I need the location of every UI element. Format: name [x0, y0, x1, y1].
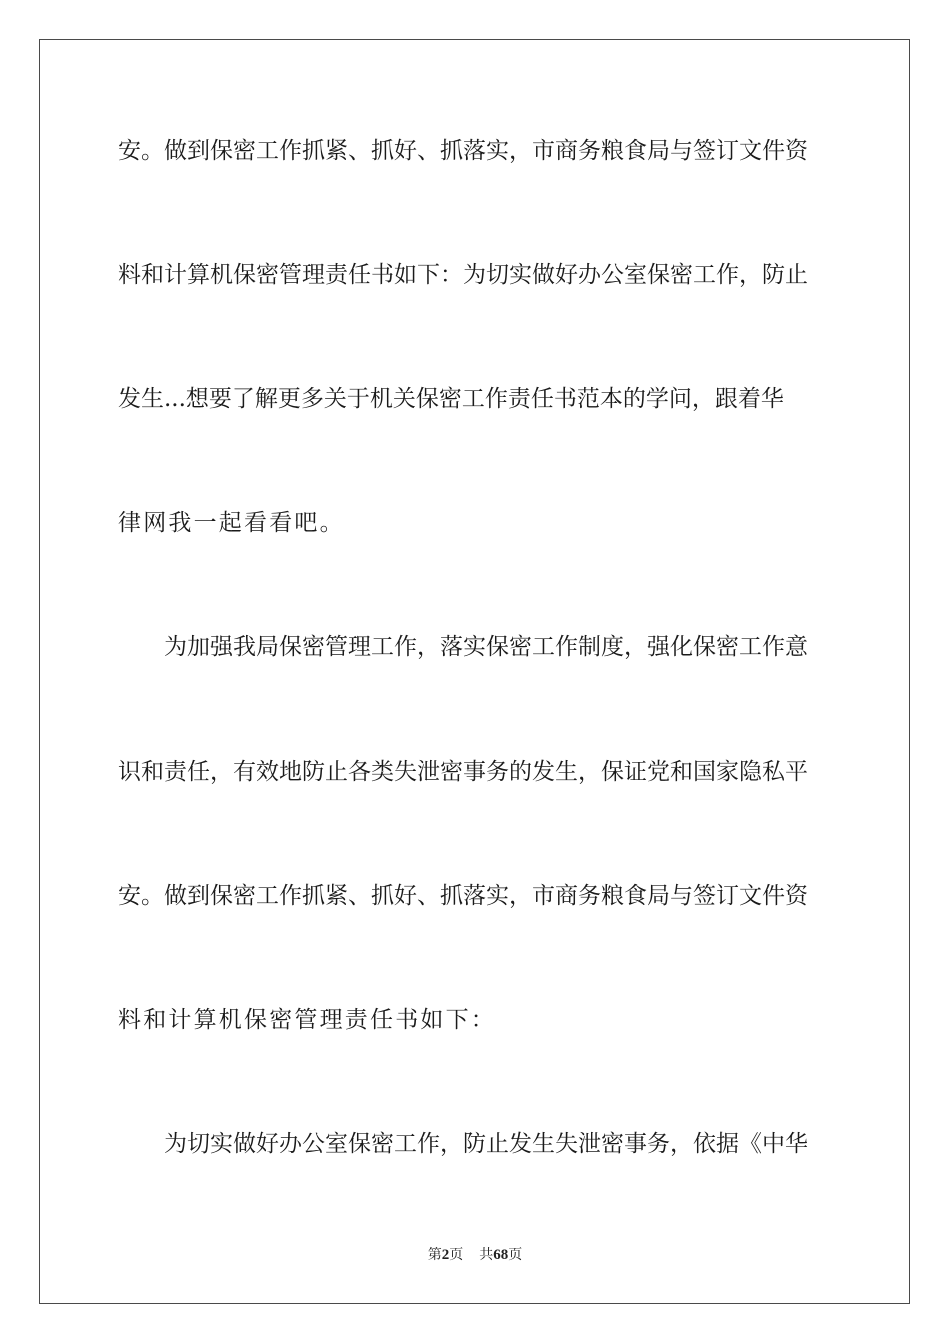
text-line-9: 为切实做好办公室保密工作，防止发生失泄密事务，依据《中华	[164, 1131, 808, 1157]
page-border	[39, 39, 910, 1304]
total-pages: 68	[493, 1247, 509, 1263]
text-line-6: 识和责任，有效地防止各类失泄密事务的发生，保证党和国家隐私平	[118, 759, 808, 785]
text-line-4: 律网我一起看看吧。	[118, 510, 345, 536]
text-line-1: 安。做到保密工作抓紧、抓好、抓落实，市商务粮食局与签订文件资	[118, 138, 808, 164]
page-suffix: 页	[449, 1247, 464, 1263]
page-footer	[0, 1246, 950, 1264]
text-line-3: 发生...想要了解更多关于机关保密工作责任书范本的学问，跟着华	[118, 386, 784, 412]
text-line-8: 料和计算机保密管理责任书如下：	[118, 1007, 496, 1033]
total-suffix: 页	[508, 1247, 523, 1263]
total-prefix: 共	[479, 1247, 494, 1263]
text-line-2: 料和计算机保密管理责任书如下：为切实做好办公室保密工作，防止	[118, 262, 808, 288]
text-line-7: 安。做到保密工作抓紧、抓好、抓落实，市商务粮食局与签订文件资	[118, 883, 808, 909]
page-prefix: 第	[427, 1247, 442, 1263]
text-line-5: 为加强我局保密管理工作，落实保密工作制度，强化保密工作意	[164, 634, 808, 660]
page-number: 2	[441, 1247, 450, 1263]
